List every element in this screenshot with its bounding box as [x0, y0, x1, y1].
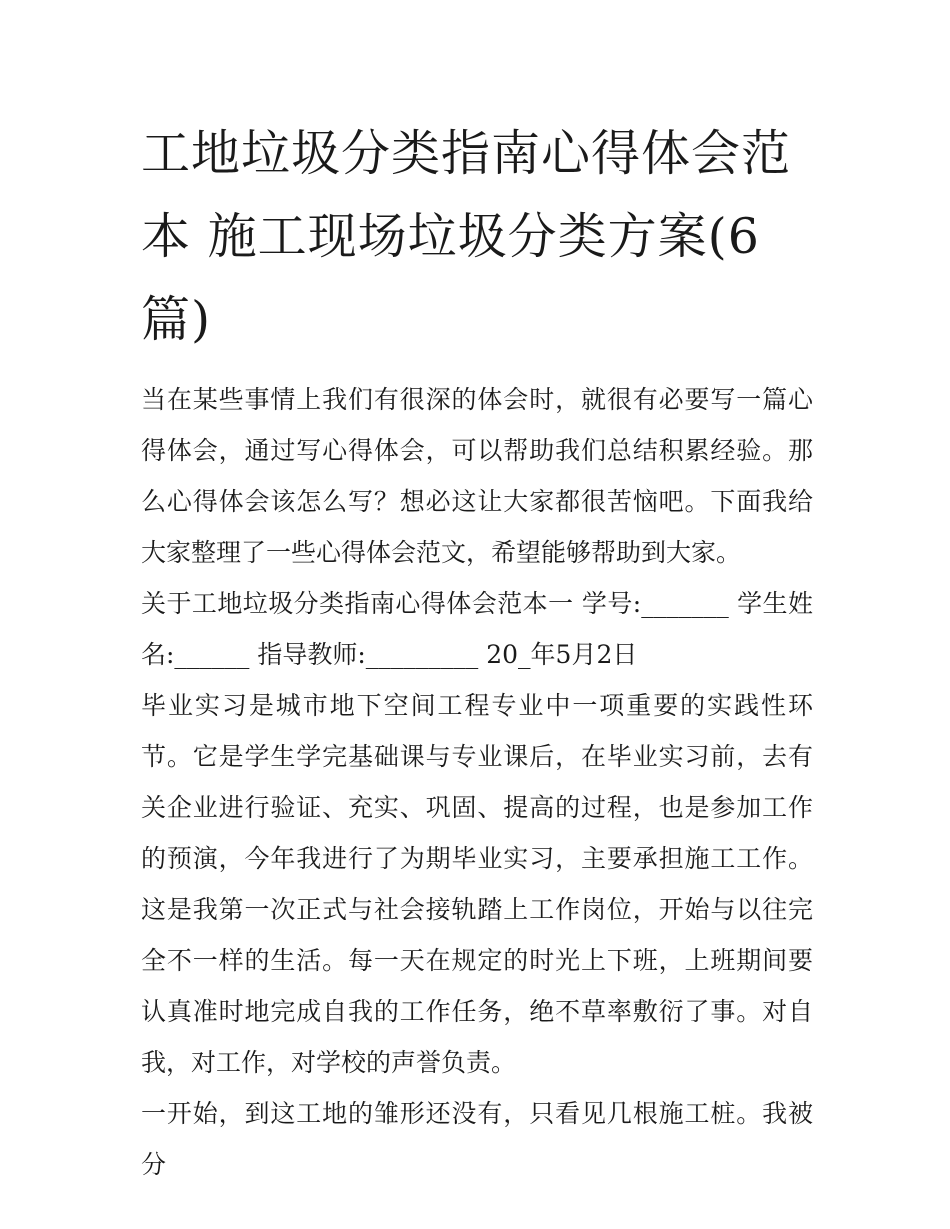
internship-paragraph: 毕业实习是城市地下空间工程专业中一项重要的实践性环节。它是学生学完基础课与专业课后，在毕业实习前，去有关企业进行验证、充实、巩固、提高的过程，也是参加工作的预演，今年我进行了为期毕业实习，主要承担施工工作。这是我第一次正式与社会接轨踏上工作岗位，开始与以往完全不一样的生活。每一天在规定的时光上下班，上班期间要认真准时地完成自我的工作任务，绝不草率敷衍了事。对自我，对工作，对学校的声誉负责。: [141, 691, 813, 1077]
intro-paragraph: 当在某些事情上我们有很深的体会时，就很有必要写一篇心得体会，通过写心得体会，可以帮助我们总结积累经验。那么心得体会该怎么写？想必这让大家都很苦恼吧。下面我给大家整理了一些心得体会范文，希望能够帮助到大家。: [141, 385, 813, 567]
site-paragraph: 一开始，到这工地的雏形还没有，只看见几根施工桩。我被分: [141, 1099, 813, 1179]
document-page: [141, 112, 813, 1190]
student-info-paragraph: 关于工地垃圾分类指南心得体会范本一 学号:_______ 学生姓名:______ 指导教师:_________ 20_年5月2日: [141, 589, 813, 669]
document-title: 工地垃圾分类指南心得体会范本 施工现场垃圾分类方案(6篇): [141, 125, 792, 348]
